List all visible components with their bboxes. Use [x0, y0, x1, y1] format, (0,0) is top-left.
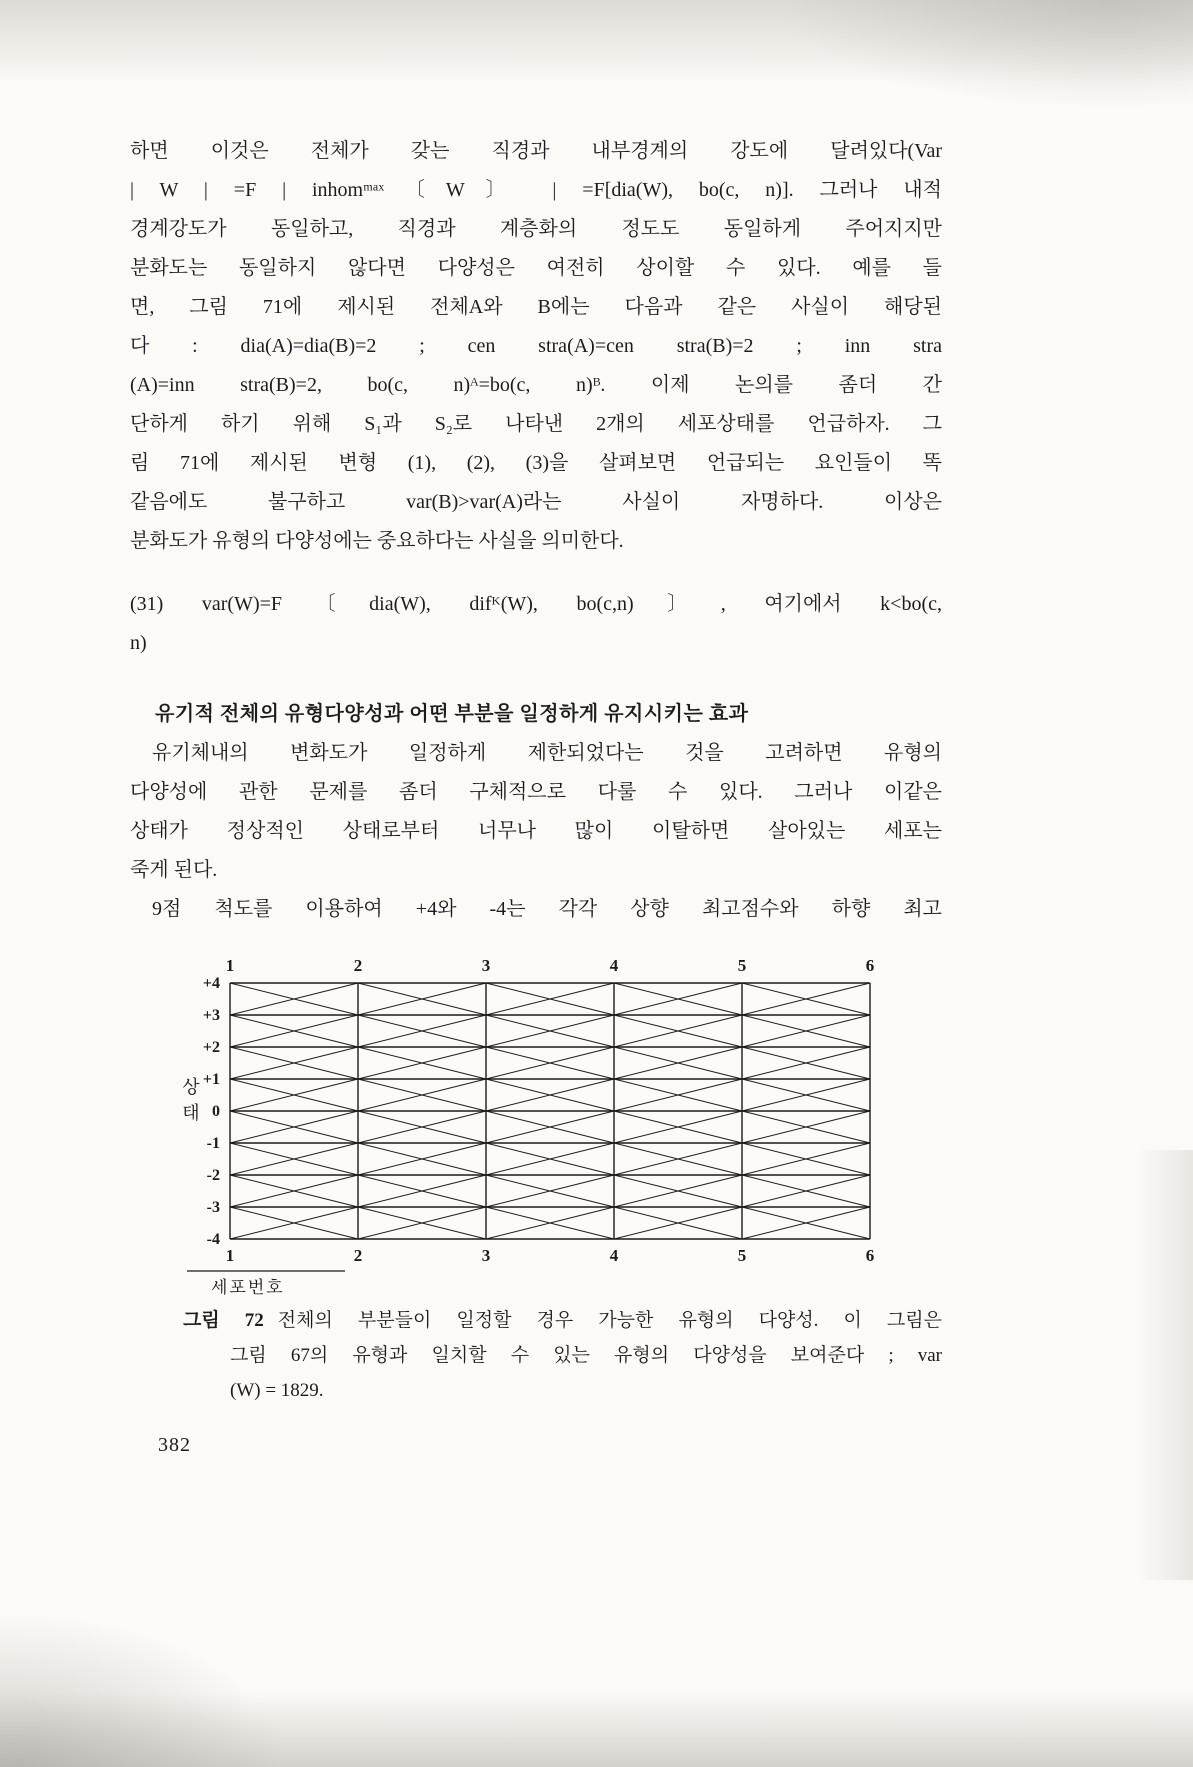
figure-72 — [175, 955, 942, 1408]
caption-line: (W) = 1829. — [230, 1380, 324, 1401]
scan-artifact — [0, 1617, 280, 1767]
x-tick-label-top: 5 — [737, 956, 747, 975]
text-line: 상태가 정상적인 상태로부터 너무나 많이 이탈하면 살아있는 세포는 — [130, 820, 942, 842]
y-tick-label: +4 — [202, 975, 220, 992]
section-heading: 유기적 전체의 유형다양성과 어떤 부분을 일정하게 유지시키는 효과 — [155, 703, 749, 725]
text-line: 분화도가 유형의 다양성에는 중요하다는 사실을 의미한다. — [130, 530, 624, 552]
x-tick-label-bottom: 2 — [353, 1246, 363, 1265]
x-tick-label-top: 1 — [225, 956, 235, 975]
y-tick-label: -2 — [206, 1167, 220, 1184]
paragraph-1 — [130, 132, 942, 561]
text-line: 면, 그림 71에 제시된 전체A와 B에는 다음과 같은 사실이 해당된 — [130, 296, 942, 318]
caption-line — [183, 1303, 942, 1338]
scan-artifact — [1138, 1150, 1193, 1580]
paragraph-3 — [130, 890, 942, 929]
text-line: 유기체내의 변화도가 일정하게 제한되었다는 것을 고려하면 유형의 — [152, 742, 942, 764]
caption-text: 전체의 부분들이 일정할 경우 가능한 유형의 다양성. 이 그림은 — [277, 1310, 942, 1331]
scan-artifact — [0, 1692, 1193, 1767]
text-line: 9점 척도를 이용하여 +4와 -4는 각각 상향 최고점수와 하향 최고 — [152, 898, 942, 920]
figure-label: 그림 72 — [183, 1310, 264, 1331]
text-line: | W | =F | inhomᵐᵃˣ〔W〕 | =F[dia(W), bo(c, n)]. 그러나 내적 — [130, 179, 942, 201]
y-tick-label: -3 — [206, 1199, 220, 1216]
text-line: 다 : dia(A)=dia(B)=2 ; cen stra(A)=cen stra(B)=2 ; inn stra — [130, 335, 942, 357]
x-axis-title: 세포번호 — [211, 1278, 285, 1297]
equation-line: n) — [130, 632, 147, 654]
caption-line: 그림 67의 유형과 일치할 수 있는 유형의 다양성을 보여준다 ; var — [230, 1345, 942, 1366]
text-line: 단하게 하기 위해 S₁과 S₂로 나타낸 2개의 세포상태를 언급하자. 그 — [130, 413, 942, 435]
page-number: 382 — [158, 1434, 191, 1456]
text-line: 다양성에 관한 문제를 좀더 구체적으로 다룰 수 있다. 그러나 이같은 — [130, 781, 942, 803]
y-tick-label: -4 — [206, 1231, 220, 1248]
figure-caption — [183, 1303, 942, 1408]
state-lattice-svg — [175, 955, 890, 1301]
equation-31 — [130, 585, 942, 663]
x-tick-label-bottom: 5 — [737, 1246, 747, 1265]
y-tick-label: +1 — [202, 1071, 220, 1088]
y-tick-label: +3 — [202, 1007, 220, 1024]
text-line: 같음에도 불구하고 var(B)>var(A)라는 사실이 자명하다. 이상은 — [130, 491, 942, 513]
y-tick-label: -1 — [206, 1135, 220, 1152]
text-line: (A)=inn stra(B)=2, bo(c, n)ᴬ=bo(c, n)ᴮ. 이제 논의를 좀더 간 — [130, 374, 942, 396]
text-line: 분화도는 동일하지 않다면 다양성은 여전히 상이할 수 있다. 예를 들 — [130, 257, 942, 279]
x-tick-label-bottom: 4 — [609, 1246, 619, 1265]
x-tick-label-bottom: 3 — [481, 1246, 491, 1265]
scan-artifact — [0, 0, 1193, 95]
x-tick-label-top: 2 — [353, 956, 363, 975]
page-body — [130, 132, 942, 1457]
equation-line: (31) var(W)=F〔dia(W), difᴷ(W), bo(c,n)〕, 여기에서 k<bo(c, — [130, 593, 942, 615]
y-axis-title: 상 — [182, 1077, 200, 1097]
y-tick-label: 0 — [212, 1103, 220, 1120]
text-line: 하면 이것은 전체가 갖는 직경과 내부경계의 강도에 달려있다(Var — [130, 140, 942, 162]
text-line: 경계강도가 동일하고, 직경과 계층화의 정도도 동일하게 주어지지만 — [130, 218, 942, 240]
y-tick-label: +2 — [202, 1039, 220, 1056]
text-line: 죽게 된다. — [130, 859, 218, 881]
paragraph-2 — [130, 734, 942, 890]
scan-artifact — [773, 0, 1193, 110]
x-tick-label-top: 4 — [609, 956, 619, 975]
x-tick-label-bottom: 1 — [225, 1246, 235, 1265]
x-tick-label-top: 3 — [481, 956, 491, 975]
text-line: 림 71에 제시된 변형 (1), (2), (3)을 살펴보면 언급되는 요인들이 똑 — [130, 452, 942, 474]
y-axis-title: 태 — [182, 1103, 200, 1123]
x-tick-label-top: 6 — [865, 956, 875, 975]
x-tick-label-bottom: 6 — [865, 1246, 875, 1265]
